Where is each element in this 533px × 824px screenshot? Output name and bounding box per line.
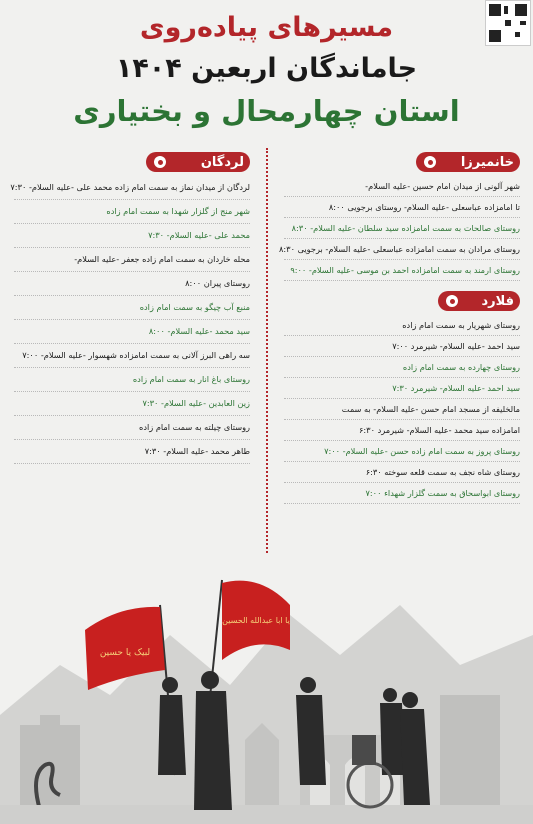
pilgrims-illustration bbox=[0, 575, 533, 824]
right-column bbox=[279, 152, 520, 504]
route-row: روستای پروز به سمت امام زاده حسن -علیه السلام- ۷:۰۰ bbox=[284, 441, 520, 462]
route-row: روستای پیران ۸:۰۰ bbox=[14, 272, 250, 296]
khanmirza-route-list bbox=[279, 176, 520, 281]
flag-left-text: لبیک یا حسین bbox=[99, 648, 151, 658]
section-title-khanmirza: خانمیرزا bbox=[460, 154, 514, 170]
route-row: سید احمد -علیه السلام- شیرمرد ۷:۰۰ bbox=[284, 336, 520, 357]
section-title-falard: فلارد bbox=[481, 293, 514, 309]
column-divider bbox=[266, 148, 268, 553]
route-row: روستای شاه نجف به سمت قلعه سوخته ۶:۳۰ bbox=[284, 462, 520, 483]
route-row: زین العابدین -علیه السلام- ۷:۳۰ bbox=[14, 392, 250, 416]
title-line-1: مسیرهای پیاده‌روی bbox=[139, 12, 394, 43]
route-row: مالخلیفه از مسجد امام حسن -علیه السلام- به سمت bbox=[284, 399, 520, 420]
route-row: سه راهی البرز آلانی به سمت امامزاده شهسوار -علیه السلام- ۷:۰۰ bbox=[14, 344, 250, 368]
section-header-khanmirza bbox=[416, 152, 520, 172]
route-row: روستای چهارده به سمت امام زاده bbox=[284, 357, 520, 378]
title-line-3: استان چهارمحال و بختیاری bbox=[73, 94, 460, 128]
location-pin-icon bbox=[446, 295, 458, 307]
section-header-lordegan bbox=[146, 152, 250, 172]
route-row: لردگان از میدان نماز به سمت امام زاده محمد علی -علیه السلام- ۷:۳۰ bbox=[14, 176, 250, 200]
route-row: سید احمد -علیه السلام- شیرمرد ۷:۳۰ bbox=[284, 378, 520, 399]
route-row: روستای باغ انار به سمت امام زاده bbox=[14, 368, 250, 392]
route-row: محله خاردان به سمت امام زاده جعفر -علیه السلام- bbox=[14, 248, 250, 272]
route-row: روستای صالحات به سمت امامزاده سید سلطان -علیه السلام- ۸:۳۰ bbox=[284, 218, 520, 239]
route-row: طاهر محمد -علیه السلام- ۷:۳۰ bbox=[14, 440, 250, 464]
section-title-lordegan: لردگان bbox=[200, 154, 244, 170]
route-row: روستای ارمند به سمت امامزاده احمد بن موسی -علیه السلام- ۹:۰۰ bbox=[284, 260, 520, 281]
lordegan-route-list bbox=[10, 176, 250, 464]
location-pin-icon bbox=[424, 156, 436, 168]
route-row: سید محمد -علیه السلام- ۸:۰۰ bbox=[14, 320, 250, 344]
falard-route-list bbox=[284, 315, 520, 504]
route-row: روستای مرادان به سمت امامزاده عباسعلی -علیه السلام- برجویی ۸:۳۰ bbox=[284, 239, 520, 260]
location-pin-icon bbox=[154, 156, 166, 168]
route-row: شهر منج از گلزار شهدا به سمت امام زاده bbox=[14, 200, 250, 224]
route-row: تا امامزاده عباسعلی -علیه السلام- روستای برجویی ۸:۰۰ bbox=[284, 197, 520, 218]
left-column bbox=[10, 152, 250, 464]
route-row: روستای شهریار به سمت امام زاده bbox=[284, 315, 520, 336]
flag-right-text: یا ابا عبدالله الحسین bbox=[222, 616, 290, 625]
route-row: امامزاده سید محمد -علیه السلام- شیرمرد ۶:۳۰ bbox=[284, 420, 520, 441]
section-header-falard bbox=[438, 291, 520, 311]
route-row: محمد علی -علیه السلام- ۷:۳۰ bbox=[14, 224, 250, 248]
route-row: روستای چیلته به سمت امام زاده bbox=[14, 416, 250, 440]
route-row: روستای ابواسحاق به سمت گلزار شهداء ۷:۰۰ bbox=[284, 483, 520, 504]
title-line-2: جاماندگان اربعین ۱۴۰۴ bbox=[115, 53, 418, 84]
route-row: منبع آب چیگو به سمت امام زاده bbox=[14, 296, 250, 320]
route-row: شهر آلونی از میدان امام حسین -علیه السلام- bbox=[284, 176, 520, 197]
